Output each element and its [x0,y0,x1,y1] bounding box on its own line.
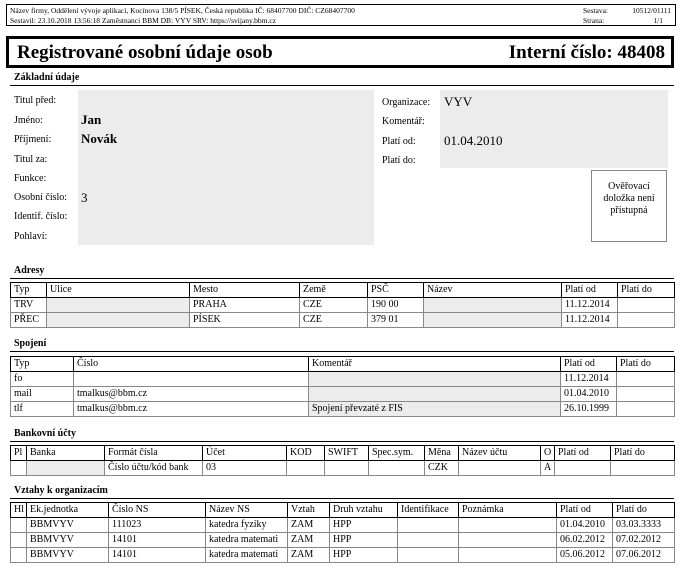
identif-label: Identif. číslo: [14,211,68,222]
strana-value: 1/1 [653,16,663,25]
table-cell: tmalkus@bbm.cz [74,402,309,417]
column-header: Název NS [206,503,288,518]
komentar-label: Komentář: [382,116,425,127]
table-cell: 11.12.2014 [562,298,618,313]
table-cell [617,387,675,402]
divider [10,498,674,499]
table-cell: 06.02.2012 [557,533,613,548]
table-cell: PŘEC [11,313,47,328]
table-cell [11,548,27,563]
vztahy-header-row [11,503,675,518]
table-cell: HPP [330,533,398,548]
column-header: Platí od [562,283,618,298]
table-cell: katedra matemati [206,548,288,563]
table-cell: CZE [300,298,368,313]
basic-left-panel [78,90,374,245]
table-cell: katedra matemati [206,533,288,548]
column-header: Měna [425,446,459,461]
column-header: Platí od [555,446,611,461]
column-header: Druh vztahu [330,503,398,518]
table-cell: 11.12.2014 [561,372,617,387]
basic-right-panel [440,90,668,168]
table-cell: ZAM [288,518,330,533]
table-cell [424,313,562,328]
section-basic-title: Základní údaje [14,72,80,83]
table-cell: Číslo účtu/kód bank [105,461,203,476]
table-cell [287,461,325,476]
divider [10,351,674,352]
table-cell: mail [11,387,74,402]
section-banka-title: Bankovní účty [14,428,76,439]
column-header: Číslo [74,357,309,372]
table-row [11,461,675,476]
table-cell: fo [11,372,74,387]
table-cell: HPP [330,518,398,533]
section-adresy-title: Adresy [14,265,45,276]
table-cell [424,298,562,313]
table-cell: BBMVYV [27,548,109,563]
table-row [11,402,675,417]
internal-number: Interní číslo: 48408 [508,42,665,63]
prijmeni-value: Novák [81,131,118,146]
table-row [11,533,675,548]
plati-od-label: Platí od: [382,136,416,147]
table-cell [47,298,190,313]
table-cell [369,461,425,476]
table-cell: 03 [203,461,287,476]
table-cell: A [541,461,555,476]
divider [10,85,674,86]
organizace-label: Organizace: [382,97,431,108]
table-cell: tlf [11,402,74,417]
jmeno-value: Jan [81,112,102,127]
column-header: Platí od [561,357,617,372]
column-header: PSČ [368,283,424,298]
table-cell: BBMVYV [27,533,109,548]
jmeno-label: Jméno: [14,115,43,126]
table-cell: 07.06.2012 [613,548,675,563]
column-header: Země [300,283,368,298]
column-header: Název [424,283,562,298]
osobni-cislo-value: 3 [81,190,88,205]
table-cell [617,372,675,387]
table-cell: 07.02.2012 [613,533,675,548]
column-header: SWIFT [325,446,369,461]
table-row [11,372,675,387]
title-bar [6,36,674,68]
column-header: Typ [11,357,74,372]
column-header: Název účtu [459,446,541,461]
divider [10,278,674,279]
strana-label: Strana: [583,16,605,25]
table-cell [47,313,190,328]
table-cell [459,533,557,548]
column-header: Ulice [47,283,190,298]
banka-header-row [11,446,675,461]
table-cell [459,461,541,476]
pohlavi-label: Pohlaví: [14,231,48,242]
column-header: KOD [287,446,325,461]
table-cell: CZE [300,313,368,328]
column-header: Vztah [288,503,330,518]
divider [10,441,674,442]
author-line: Sestavil: 23.10.2018 13:56:18 Zaměstnanci BBM DB: VYV SRV: https://svijany.bbm.cz [10,16,276,25]
table-cell [11,461,27,476]
table-cell: 379 01 [368,313,424,328]
column-header: Spec.sym. [369,446,425,461]
verification-notice: Ověřovací doložka není přístupná [591,170,667,242]
section-vztahy-title: Vztahy k organizacím [14,485,108,496]
table-cell [11,518,27,533]
table-cell: 14101 [109,548,206,563]
table-cell: 111023 [109,518,206,533]
banka-table [10,445,675,476]
column-header: O [541,446,555,461]
section-spojeni-title: Spojení [14,338,47,349]
spojeni-header-row [11,357,675,372]
table-cell [11,533,27,548]
company-line: Název firmy, Oddělení vývoje aplikací, Kocínova 138/5 PÍSEK, Česká republika IČ: 68407700 DIČ: CZ68407700 [10,6,355,15]
titul-pred-label: Titul před: [14,95,57,106]
spojeni-table [10,356,675,417]
table-cell: TRV [11,298,47,313]
table-cell: CZK [425,461,459,476]
table-cell [618,298,675,313]
table-cell: tmalkus@bbm.cz [74,387,309,402]
adresy-header-row [11,283,675,298]
column-header: Komentář [309,357,561,372]
vztahy-table [10,502,675,563]
sestava-value: 10512/01111 [632,6,671,15]
column-header: Typ [11,283,47,298]
column-header: Banka [27,446,105,461]
table-cell: 26.10.1999 [561,402,617,417]
prijmeni-label: Příjmení: [14,134,52,145]
table-cell: ZAM [288,548,330,563]
table-cell: 01.04.2010 [557,518,613,533]
table-row [11,548,675,563]
table-cell [398,533,459,548]
table-row [11,298,675,313]
table-cell: 03.03.3333 [613,518,675,533]
column-header: Platí do [611,446,675,461]
table-cell [459,548,557,563]
column-header: Účet [203,446,287,461]
funkce-label: Funkce: [14,173,47,184]
table-row [11,518,675,533]
sestava-label: Sestava: [583,6,608,15]
table-cell [398,548,459,563]
table-cell [325,461,369,476]
column-header: Formát čísla [105,446,203,461]
table-cell: 190 00 [368,298,424,313]
organizace-value: VYV [444,94,473,109]
table-row [11,387,675,402]
column-header: Platí od [557,503,613,518]
report-header [6,4,676,26]
table-cell [618,313,675,328]
table-cell: PÍSEK [190,313,300,328]
column-header: Mesto [190,283,300,298]
column-header: Pl [11,446,27,461]
column-header: Platí do [613,503,675,518]
table-cell: Spojení převzaté z FIS [309,402,561,417]
column-header: Identifikace [398,503,459,518]
table-cell [459,518,557,533]
table-cell: PRAHA [190,298,300,313]
column-header: Platí do [617,357,675,372]
table-cell [74,372,309,387]
table-cell: 01.04.2010 [561,387,617,402]
table-cell: 05.06.2012 [557,548,613,563]
column-header: Ek.jednotka [27,503,109,518]
table-cell: katedra fyziky [206,518,288,533]
table-cell: HPP [330,548,398,563]
plati-od-value: 01.04.2010 [444,133,503,148]
column-header: Poznámka [459,503,557,518]
table-cell [309,372,561,387]
column-header: Platí do [618,283,675,298]
table-cell [27,461,105,476]
table-cell [611,461,675,476]
osobni-cislo-label: Osobní číslo: [14,192,68,203]
column-header: Hl [11,503,27,518]
table-cell [555,461,611,476]
table-cell [617,402,675,417]
column-header: Číslo NS [109,503,206,518]
table-row [11,313,675,328]
table-cell [309,387,561,402]
page-title: Registrované osobní údaje osob [17,42,273,63]
table-cell: BBMVYV [27,518,109,533]
table-cell: ZAM [288,533,330,548]
titul-za-label: Titul za: [14,154,48,165]
table-cell: 14101 [109,533,206,548]
adresy-table [10,282,675,328]
plati-do-label: Platí do: [382,155,416,166]
table-cell: 11.12.2014 [562,313,618,328]
table-cell [398,518,459,533]
